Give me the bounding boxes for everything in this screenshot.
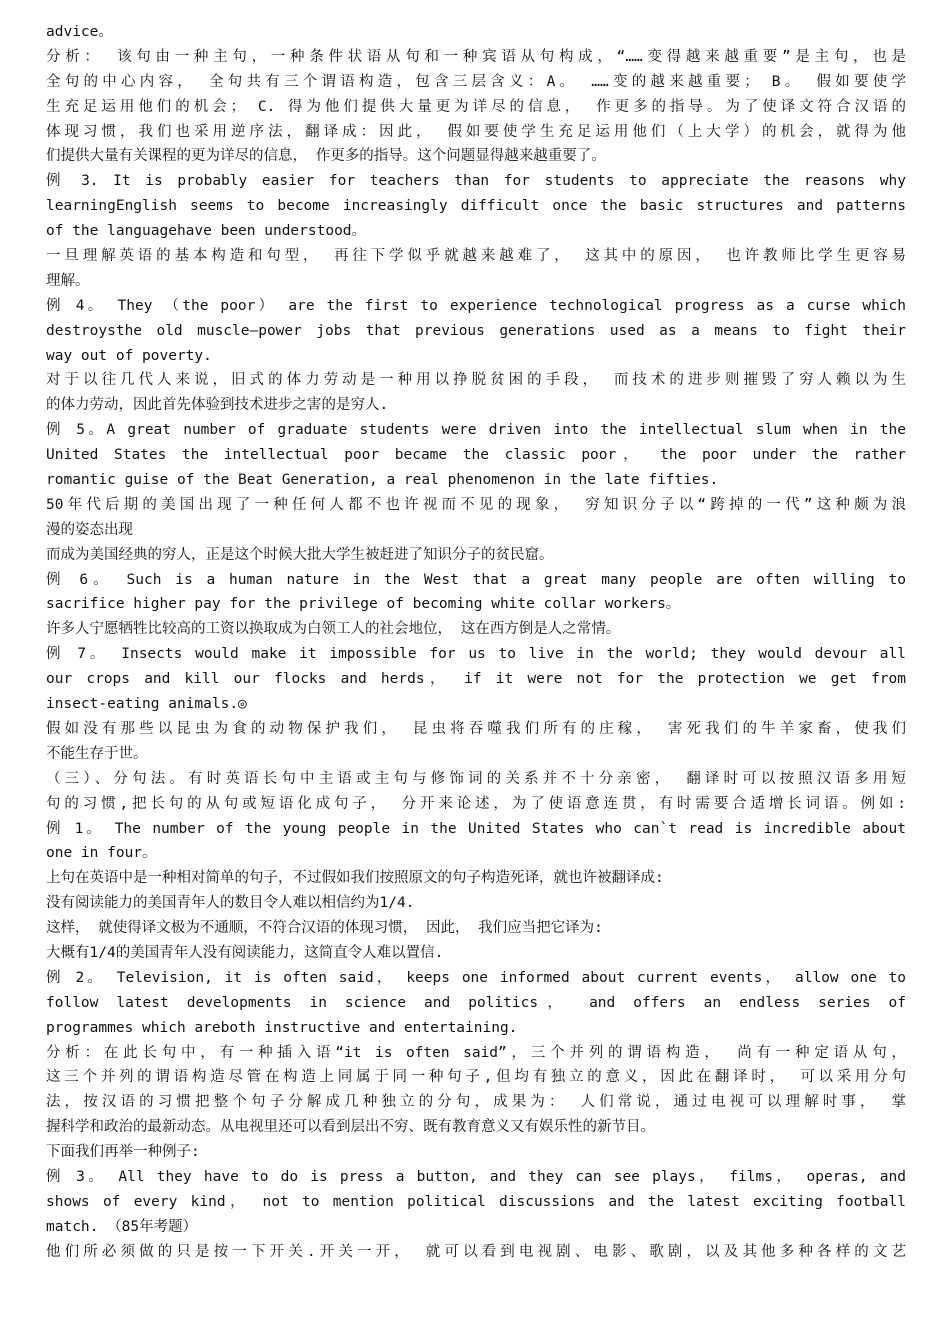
text-line: 例 5。A great number of graduate students were driven into the intellectual slum when in the xyxy=(46,422,906,439)
text-line: 例 6。 Such is a human nature in the West that a great many people are often willing to xyxy=(46,571,906,588)
text-line: 上句在英语中是一种相对简单的句子，不过假如我们按照原文的句子构造死译，就也许被翻译成: xyxy=(46,870,664,887)
text-line: 例 2。 Television, it is often said， keeps one informed about current events， allow one to xyxy=(46,969,906,986)
text-line: insect-eating animals.◎ xyxy=(46,696,247,713)
text-line: 理解。 xyxy=(46,272,90,289)
text-line: United States the intellectual poor became the classic poor， the poor under the rather xyxy=(46,447,906,464)
text-line: 假如没有那些以昆虫为食的动物保护我们， 昆虫将吞噬我们所有的庄稼， 害死我们的牛羊家畜，使我们 xyxy=(46,720,906,737)
text-line: 分析：在此长句中，有一种插入语“it is often said”，三个并列的谓语构造， 尚有一种定语从句， xyxy=(46,1044,906,1061)
text-line: match. （85年考题） xyxy=(46,1218,198,1235)
text-line: destroysthe old muscle—power jobs that previous generations used as a means to fight their xyxy=(46,322,906,339)
text-line: 他们所必须做的只是按一下开关.开关一开， 就可以看到电视剧、电影、歌剧，以及其他多种各样的文艺 xyxy=(46,1243,906,1260)
text-line: 漫的姿态出现 xyxy=(46,521,133,538)
text-line: 例 4。 They （the poor） are the first to experience technological progress as a curse which xyxy=(46,297,906,314)
text-line: 这三个并列的谓语构造尽管在构造上同属于同一种句子,但均有独立的意义，因此在翻译时， 可以采用分句 xyxy=(46,1069,906,1086)
text-line: 没有阅读能力的美国青年人的数目令人难以相信约为1/4. xyxy=(46,895,415,912)
text-line: follow latest developments in science and politics， and offers an endless series of xyxy=(46,994,906,1011)
text-line: 体现习惯，我们也采用逆序法，翻译成：因此， 假如要使学生充足运用他们（上大学）的机会，就得为他 xyxy=(46,123,906,140)
text-line: 握科学和政治的最新动态。从电视里还可以看到层出不穷、既有教育意义又有娱乐性的新节目。 xyxy=(46,1119,655,1136)
text-line: of the languagehave been understood。 xyxy=(46,223,367,240)
text-line: 不能生存于世。 xyxy=(46,745,148,762)
text-line: romantic guise of the Beat Generation, a real phenomenon in the late fifties. xyxy=(46,472,719,489)
text-line: 全句的中心内容， 全句共有三个谓语构造，包含三层含义：A。 ……变的越来越重要； B。 假如要使学 xyxy=(46,73,906,90)
text-line: 一旦理解英语的基本构造和句型， 再往下学似乎就越来越难了， 这其中的原因， 也许教师比学生更容易 xyxy=(46,248,906,265)
text-line: 句的习惯,把长句的从句或短语化成句子， 分开来论述，为了使语意连贯，有时需要合适增长词语。例如: xyxy=(46,795,906,812)
text-line: one in four。 xyxy=(46,845,157,862)
text-line: 对于以往几代人来说，旧式的体力劳动是一种用以挣脱贫困的手段， 而技术的进步则摧毁了穷人赖以为生 xyxy=(46,372,906,389)
text-line: 生充足运用他们的机会； C. 得为他们提供大量更为详尽的信息， 作更多的指导。为了使译文符合汉语的 xyxy=(46,98,906,115)
text-line: programmes which areboth instructive and entertaining. xyxy=(46,1019,518,1036)
text-line: 的体力劳动，因此首先体验到技术进步之害的是穷人. xyxy=(46,397,389,414)
text-line: 下面我们再举一种例子: xyxy=(46,1144,200,1161)
text-line: shows of every kind， not to mention political discussions and the latest exciting football xyxy=(46,1193,906,1210)
text-line: 而成为美国经典的穷人，正是这个时候大批大学生被赶进了知识分子的贫民窟。 xyxy=(46,546,554,563)
text-line: our crops and kill our flocks and herds， if it were not for the protection we get from xyxy=(46,671,906,688)
text-line: 大概有1/4的美国青年人没有阅读能力，这简直令人难以置信. xyxy=(46,944,444,961)
text-line: 50年代后期的美国出现了一种任何人都不也许视而不见的现象， 穷知识分子以“跨掉的一代”这种颇为浪 xyxy=(46,496,906,513)
text-line: learningEnglish seems to become increasingly difficult once the basic structures and patterns xyxy=(46,198,906,215)
text-line: 许多人宁愿牺牲比较高的工资以换取成为白领工人的社会地位， 这在西方倒是人之常情。 xyxy=(46,621,621,638)
text-line: way out of poverty. xyxy=(46,347,212,364)
text-line: 例 7。 Insects would make it impossible for us to live in the world; they would devour all xyxy=(46,646,906,663)
text-line: 分析： 该句由一种主句，一种条件状语从句和一种宾语从句构成，“……变得越来越重要”是主句，也是 xyxy=(46,48,906,65)
text-line: 们提供大量有关课程的更为详尽的信息， 作更多的指导。这个问题显得越来越重要了。 xyxy=(46,148,606,165)
text-line: 法，按汉语的习惯把整个句子分解成几种独立的分句，成果为： 人们常说，通过电视可以理解时事， 掌 xyxy=(46,1094,906,1111)
text-line: 例 3。 All they have to do is press a button, and they can see plays， films， operas, and xyxy=(46,1168,906,1185)
text-line: sacrifice higher pay for the privilege of becoming white collar workers。 xyxy=(46,596,681,613)
text-line: 例 1。 The number of the young people in the United States who can`t read is incredible about xyxy=(46,820,906,837)
text-line: 这样， 就使得译文极为不通顺，不符合汉语的体现习惯， 因此， 我们应当把它译为: xyxy=(46,920,603,937)
text-line: （三）、分句法。有时英语长句中主语或主句与修饰词的关系并不十分亲密， 翻译时可以按照汉语多用短 xyxy=(46,770,906,787)
document-page xyxy=(46,20,906,1265)
text-line: 例 3. It is probably easier for teachers than for students to appreciate the reasons why xyxy=(46,173,906,190)
text-line: advice。 xyxy=(46,24,113,40)
